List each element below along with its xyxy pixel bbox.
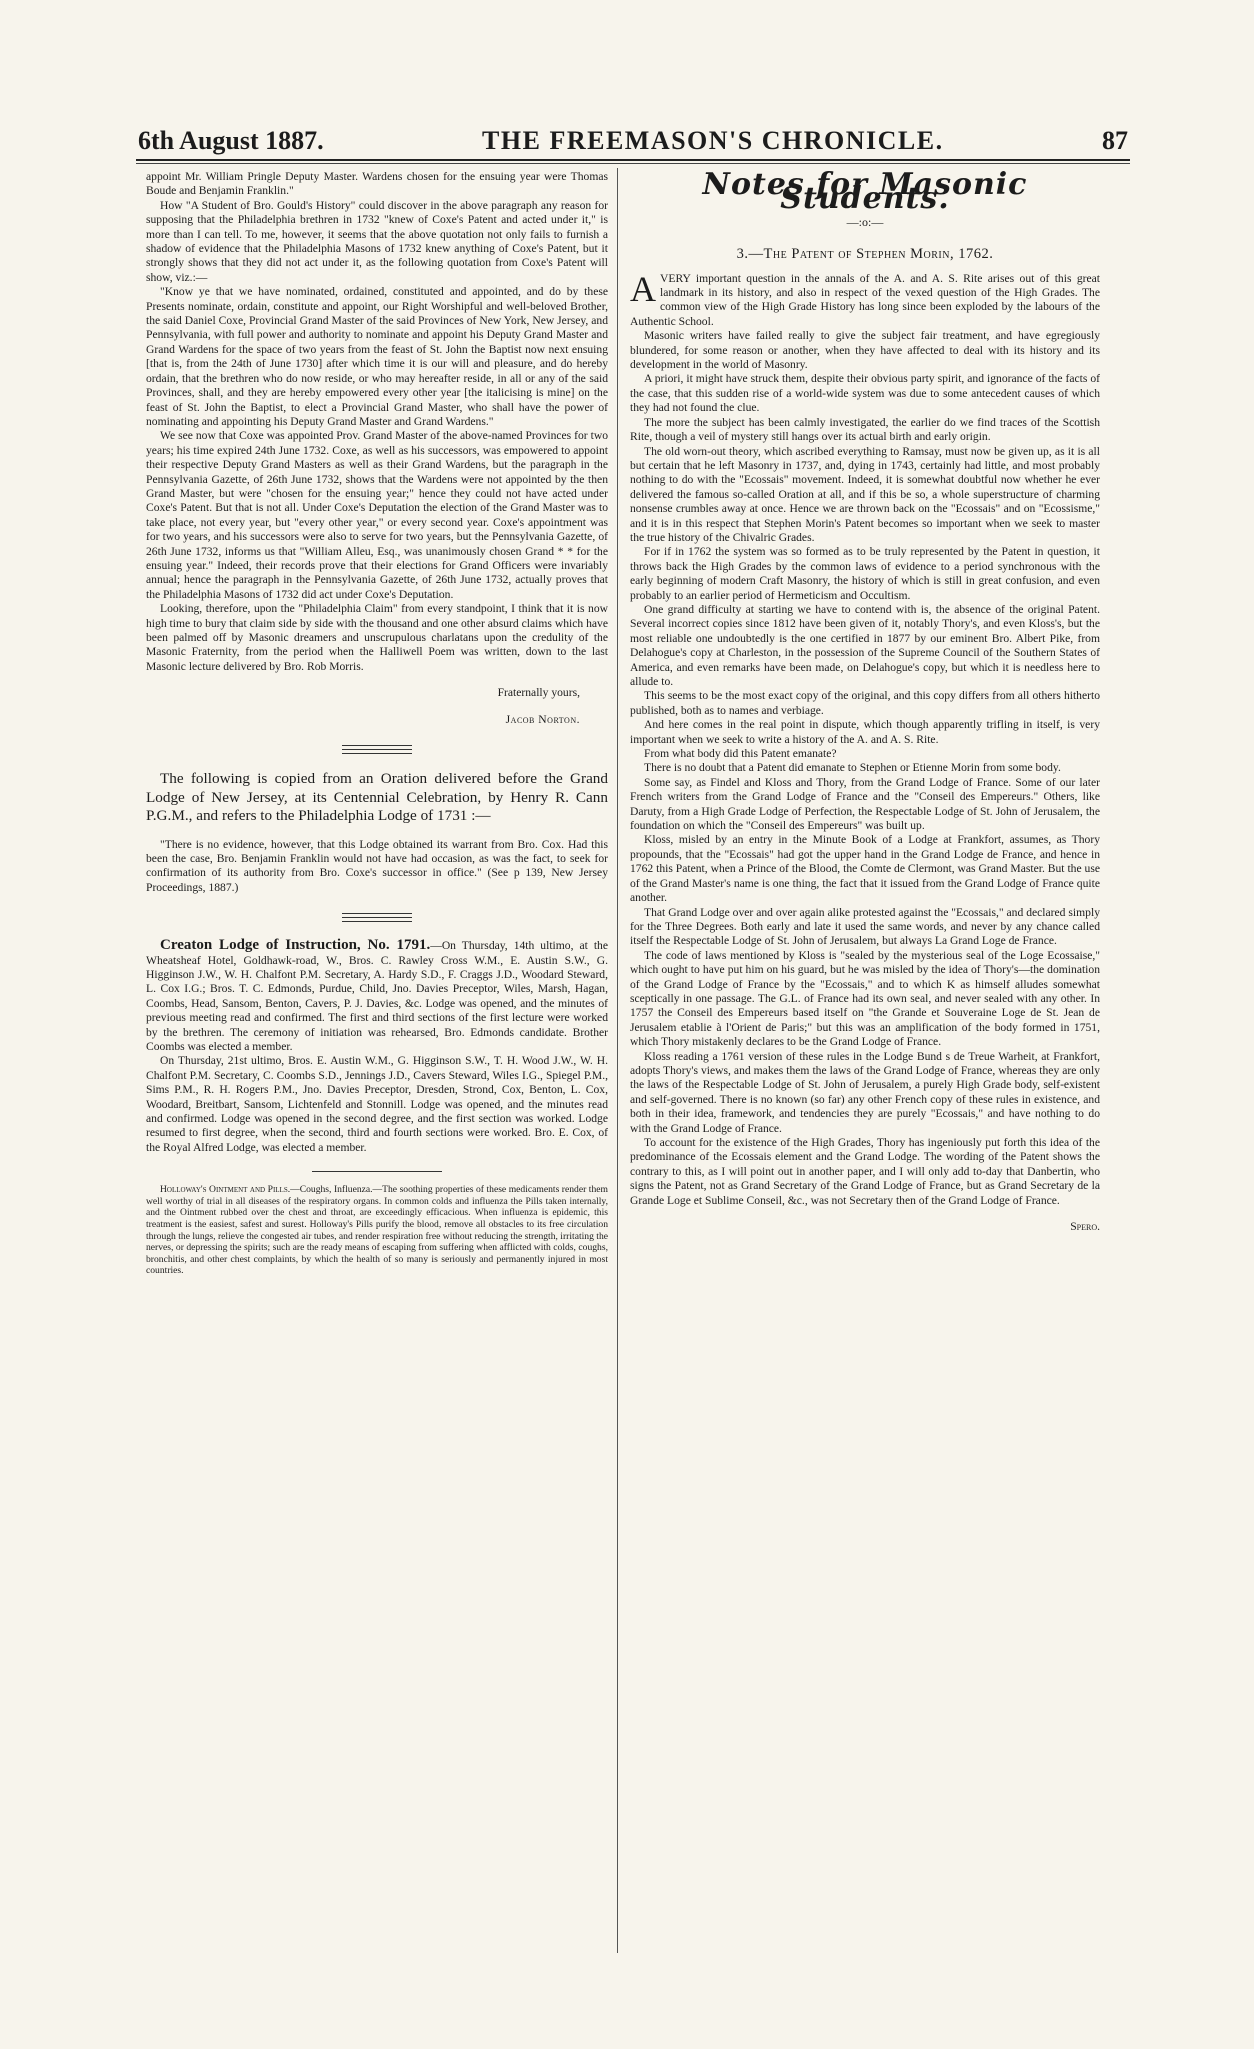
holloway-ad-text: —Coughs, Influenza.—The soothing properties of these medicaments render them well worthy of trial in all diseases of the respiratory organs. In common colds and influenza the Pills taken internally, and the Ointment rubbed over the chest and throat, are exceedingly efficacious. When influenza is epidemic, this treatment is the easiest, safest and surest. Holloway's Pills purify the blood, remove all obstacles to its free circulation through the lungs, relieve the congested air tubes, and render respiration free without reducing the strength, irritating the nerves, or depressing the spirits; such are the ready means of escaping from suffering when afflicted with colds, coughs, bronchitis, and other chest complaints, by which the health of so many is seriously and permanently injured in most countries. (146, 1184, 608, 1277)
right-paragraph-9: And here comes in the real point in dispute, which though apparently trifling in itself, is very important when we seek to write a history of the A. and A. S. Rite. (630, 718, 1100, 746)
article-subtitle: 3.—The Patent of Stephen Morin, 1762. (736, 246, 994, 263)
ad-divider (312, 1171, 442, 1172)
section-divider-1 (342, 745, 412, 754)
left-paragraph-1: appoint Mr. William Pringle Deputy Master. Wardens chosen for the ensuing year were Thomas Boude and Benjamin Franklin." (146, 170, 608, 198)
right-paragraph-12: Some say, as Findel and Kloss and Thory, from the Grand Lodge of France. Some of our later French writers from the Grand Lodge of France and the "Conseil des Empereurs." Others, like Daruty, from a High Grade Lodge of Perfection, the Respectable Lodge of St. John of Jerusalem, the foundation on which the "Conseil des Empereurs" was built up. (630, 775, 1100, 833)
left-paragraph-4: We see now that Coxe was appointed Prov. Grand Master of the above-named Provinces for two years; his time expired 24th June 1732. Coxe, as well as his successors, was empowered to appoint their respective Deputy Grand Masters as well as their Grand Wardens, but the paragraph in the Pennsylvania Gazette, of 26th June 1732, shows that the Wardens were not appointed by the then Grand Master, but were "chosen for the ensuing year;" hence they could not have acted under Coxe's Patent. But that is not all. Under Coxe's Deputation the election of the Grand Master was to take place, not every year, but "every other year," or every second year. Coxe's appointment was for two years, and his successors were also to serve for two years, but the Pennsylvania Gazette, of 26th June 1732, informs us that "William Alleu, Esq., was unanimously chosen Grand * * for the ensuing year." Indeed, their records prove that their elections for Grand Officers were invariably annual; hence the paragraph in the Pennsylvania Gazette, of 26th June 1732, actually proves that the Philadelphia Masons of 1732 did act under Coxe's Deputation. (146, 429, 608, 601)
patent-quotation: "Know ye that we have nominated, ordained, constituted and appointed, and do by these Presents nominate, ordain, constitute and appoint, our Right Worshipful and well-beloved Brother, the said Daniel Coxe, Provincial Grand Master of the said Provinces of New York, New Jersey, and Pennsylvania, with full power and authority to nominate and appoint his Deputy Grand Master and Grand Wardens for the space of two years from the feast of St. John the Baptist now next ensuing [that is, from the 24th of June 1730] after which time it is our will and pleasure, and do hereby ordain, that the brethren who do now reside, or who may hereafter reside, in all or any of the said Provinces, shall, and they are hereby empowered every other year [the italicising is mine] on the feast of St. John the Baptist, to elect a Provincial Grand Master, who shall have the power of nominating and appointing his Deputy Grand Master and Grand Wardens." (146, 285, 608, 428)
right-paragraph-14: That Grand Lodge over and over again alike protested against the "Ecossais," and declared simply for the Three Degrees. Both early and late it used the same words, and never by any chance called itself the Respectable Lodge of St. John of Jerusalem, but always La Grand Loge de France. (630, 905, 1100, 948)
right-paragraph-2: Masonic writers have failed really to give the subject fair treatment, and have egregiously blundered, for some reason or another, when they have affected to deal with its history and its development in the world of Masonry. (630, 329, 1100, 372)
left-paragraph-2: How "A Student of Bro. Gould's History" could discover in the above paragraph any reason for supposing that the Philadelphia brethren in 1732 "knew of Coxe's Patent and acted under it," is more than I can tell. To me, however, it seems that the above quotation not only fails to furnish a shadow of evidence that the Philadelphia Masons of 1732 knew anything of Coxe's Patent, but it strongly shows that they did not act under it, as the following quotation from Coxe's Patent will show, viz.:— (146, 198, 608, 284)
section-title: Notes for Masonic Students. (702, 167, 1028, 217)
header-rule (136, 159, 1130, 161)
oration-quote: "There is no evidence, however, that this Lodge obtained its warrant from Bro. Cox. Had this been the case, Bro. Benjamin Franklin would not have had occasion, as was the fact, to seek for confirmation of its authority from Bro. Coxe's successor in office." (See p 139, New Jersey Proceedings, 1887.) (146, 837, 608, 894)
creaton-lodge-text: —On Thursday, 14th ultimo, at the Wheatsheaf Hotel, Goldhawk-road, W., Bros. C. Rawley Cross W.M., E. Austin S.W., G. Higginson J.W., W. H. Chalfont P.M. Secretary, A. Hardy S.D., F. Craggs J.D., Woodard Steward, L. Cox I.G.; Bros. T. C. Edmonds, Purdue, Child, Jno. Davies Preceptor, Wiles, Marsh, Hagan, Coombs, Head, Sansom, Benton, Cavers, P. J. Davies, &c. Lodge was opened, and the minutes of previous meeting read and confirmed. The first and third sections of the first lecture were worked by the brethren. The ceremony of initiation was rehearsed, Bro. Edmonds candidate. Brother Coombs was elected a member. (146, 939, 608, 1053)
issue-date: 6th August 1887. (138, 126, 324, 155)
column-divider (617, 168, 618, 1953)
page-number: 87 (1101, 126, 1128, 155)
right-column (630, 167, 1100, 1234)
right-paragraph-15: The code of laws mentioned by Kloss is "sealed by the mysterious seal of the Loge Ecossaise," which ought to have put him on his guard, but he was misled by the idea of Thory's—the domination of the Grand Lodge of France by the "Ecossais," and to which K as himself alludes somewhat sceptically in one passage. The G.L. of France had its own seal, and never sealed with any other. In 1757 the Conseil des Empereurs based itself on "the Grande et Souveraine Loge de St. Jean de Jerusalem etablie à l'Orient de Paris;" but this was an amplification of the body formed in 1751, which Thory mistakenly declares to be the Grand Lodge of France. (630, 948, 1100, 1049)
right-paragraph-8: This seems to be the most exact copy of the original, and this copy differs from all others hitherto published, both as to names and verbiage. (630, 689, 1100, 717)
holloway-ad-title: Holloway's Ointment and Pills. (160, 1184, 291, 1196)
right-paragraph-6: For if in 1762 the system was so formed as to be truly represented by the Patent in question, it throws back the High Grades by the common laws of evidence to a period synchronous with the early beginning of modern Craft Masonry, the history of which is still in great confusion, and even probably to an earlier period of Hermeticism and Occultism. (630, 545, 1100, 602)
right-paragraph-1-text: VERY important question in the annals of the A. and A. S. Rite arises out of this great landmark in its history, and also in respect of the vexed question of the High Grades. The common view of the High Grade History has long since been exploded by the labours of the Authentic School. (630, 271, 1100, 328)
ornament: —:o:— (846, 214, 884, 229)
header-rule-thin (136, 163, 1130, 164)
right-paragraph-5: The old worn-out theory, which ascribed everything to Ramsay, must now be given up, as it is all but certain that he left Masonry in 1737, and, dying in 1743, certainly had little, and most probably nothing to do with the "Ecossais" movement. Indeed, it is somewhat doubtful now whether he ever delivered the famous so-called Oration at all, and if this be so, a whole superstructure of charming nonsense crumbles away at once. Hence we are thrown back on the "Ecossais" and on "Ecossisme," and it is in this respect that Stephen Morin's Patent becomes so important when we seek to master the true history of the Chivalric Grades. (630, 444, 1100, 544)
drop-cap: A (630, 268, 656, 309)
right-paragraph-11: There is no doubt that a Patent did emanate to Stephen or Etienne Morin from some body. (644, 761, 1061, 775)
masthead (138, 122, 1128, 156)
holloway-advertisement (146, 1184, 608, 1277)
section-divider-2 (342, 913, 412, 922)
creaton-lodge-report-2: On Thursday, 21st ultimo, Bros. E. Austin W.M., G. Higginson S.W., T. H. Wood J.W., W. H. Chalfont P.M. Secretary, C. Coombs S.D., Jennings J.D., Cavers Steward, Wiles I.G., Spiegel P.M., Sims P.M., R. H. Rogers P.M., Jno. Davies Preceptor, Dresden, Strond, Cox, Benton, L. Cox, Woodard, Breitbart, Sansom, Lichtenfeld and Stonnill. Lodge was opened, and the minutes read and confirmed. Lodge was opened in the second degree, and the first section was worked. Lodge resumed to first degree, when the second, third and fourth sections were worked. Bro. E. Cox, of the Royal Alfred Lodge, was elected a member. (146, 1054, 608, 1154)
letter-closing: Fraternally yours, (497, 686, 580, 700)
right-paragraph-16: Kloss reading a 1761 version of these rules in the Lodge Bund s de Treue Warheit, at Frankfort, adopts Thory's views, and makes them the laws of the Grand Lodge of France, whereas they are only the laws of the Respectable Lodge of St. John of Jerusalem, a purely High Grade body, self-existent and self-governed. There is no known (so far) any other French copy of these rules in existence, and both in their idea, framework, and tendencies they are purely "Ecossais," and have nothing to do with the Grand Lodge of France. (630, 1049, 1100, 1135)
oration-intro: The following is copied from an Oration delivered before the Grand Lodge of New Jersey, at its Centennial Celebration, by Henry R. Cann P.G.M., and refers to the Philadelphia Lodge of 1731 :— (146, 770, 608, 825)
newspaper-title: THE FREEMASON'S CHRONICLE. (482, 126, 944, 155)
creaton-lodge-report (146, 938, 608, 1054)
right-paragraph-1 (630, 268, 1100, 330)
right-paragraph-10: From what body did this Patent emanate? (644, 747, 837, 761)
right-paragraph-17: To account for the existence of the High Grades, Thory has ingeniously put forth this idea of the predominance of the Ecossais element and the Grand Lodge. The wording of the Patent shows the contrary to this, as I will point out in another paper, and I will only add to-day that Danbertin, who signs the Patent, not as Grand Secretary of the Grand Lodge of France, but as Grand Secretary de la Grande Loge et Sublime Conseil, &c., was not Secretary then of the Grand Lodge of France. (630, 1136, 1100, 1207)
right-paragraph-7: One grand difficulty at starting we have to contend with is, the absence of the original Patent. Several incorrect copies since 1812 have been given of it, notably Thory's, and even Kloss's, but the most reliable one undoubtedly is the one certified in 1877 by our eminent Bro. Albert Pike, from Delahogue's copy at Charleston, in the possession of the Supreme Council of the Southern States of America, and even remarks have been made, on Delahogue's copy, but which it is needless here to allude to. (630, 602, 1100, 688)
right-paragraph-3: A priori, it might have struck them, despite their obvious party spirit, and ignorance of the facts of the case, that this sudden rise of a world-wide system was due to some antecedent causes of which they had not found the clue. (630, 372, 1100, 415)
right-paragraph-4: The more the subject has been calmly investigated, the earlier do we find traces of the Scottish Rite, though a veil of mystery still hangs over its actual birth and early origin. (630, 415, 1100, 444)
left-column (146, 170, 608, 1277)
letter-signature: Jacob Norton. (505, 712, 580, 726)
left-paragraph-5: Looking, therefore, upon the "Philadelphia Claim" from every standpoint, I think that it is now high time to bury that claim side by side with the thousand and one other absurd claims which have been palmed off by Masonic dreamers and unscrupulous charlatans upon the credulity of the Masonic Fraternity, from the period when the Halliwell Poem was written, down to the last Masonic lecture delivered by Bro. Rob Morris. (146, 602, 608, 673)
creaton-lodge-title: Creaton Lodge of Instruction, No. 1791. (160, 937, 431, 954)
right-paragraph-13: Kloss, misled by an entry in the Minute Book of a Lodge at Frankfort, assumes, as Thory propounds, that the "Ecossais" had got the upper hand in the Grand Lodge de France, and hence in 1762 this Patent, when a Prince of the Blood, the Comte de Clermont, was Grand Master. But the use of the Grand Master's name is one thing, the fact that it issued from the Grand Lodge of France quite another. (630, 833, 1100, 905)
article-signature: Spero. (1070, 1220, 1100, 1234)
